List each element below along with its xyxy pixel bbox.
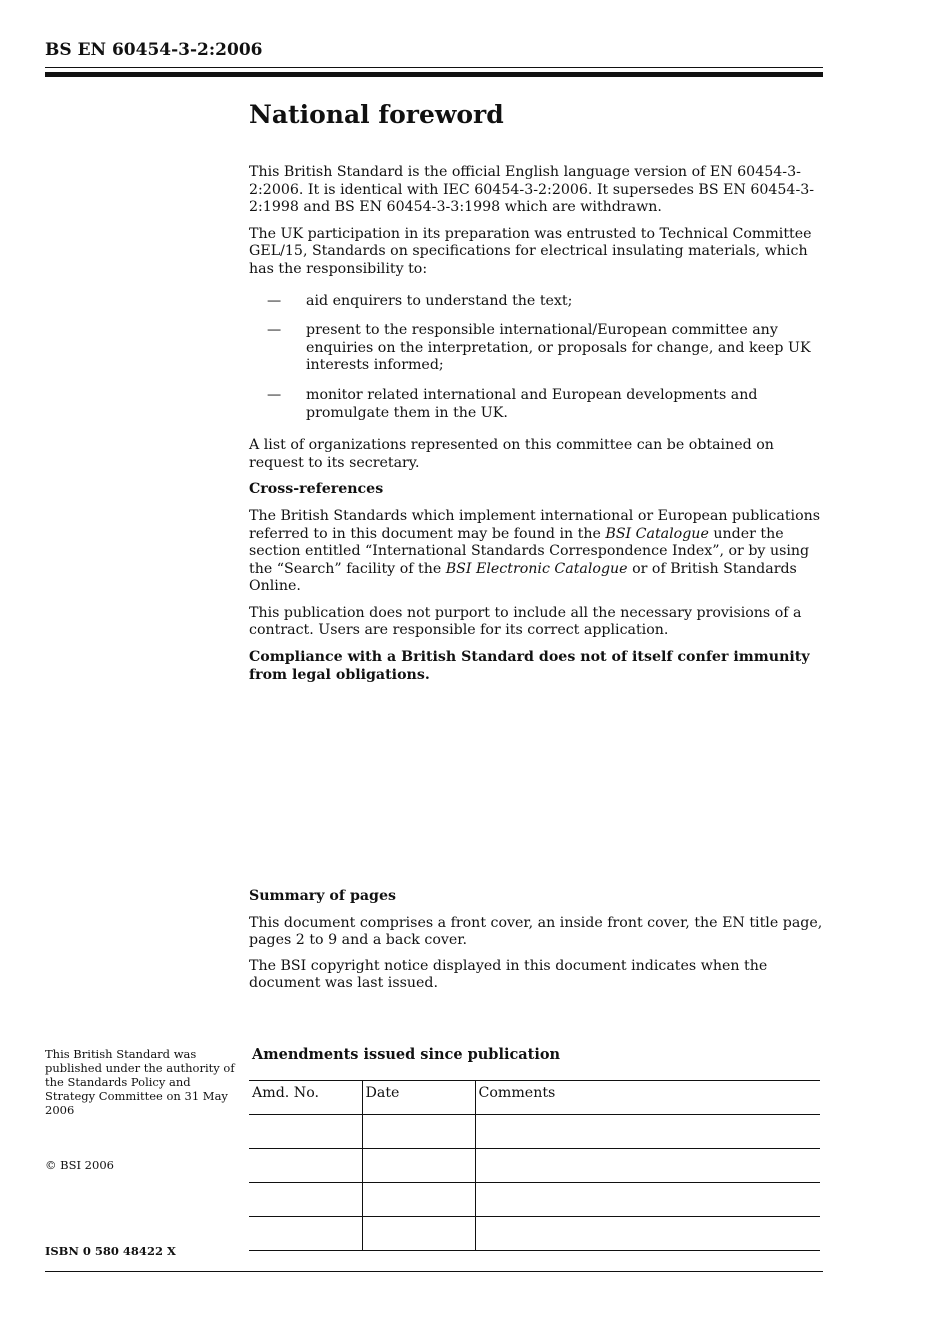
list-item: [249, 293, 829, 311]
bsi-catalogue-title: BSI Catalogue: [605, 525, 709, 542]
page-title: National foreword: [249, 100, 504, 129]
table-cell: [362, 1217, 475, 1251]
amendments-title: Amendments issued since publication: [252, 1046, 561, 1063]
table-cell: [475, 1217, 820, 1251]
responsibility-list: [249, 293, 829, 423]
list-item: [249, 387, 829, 422]
committee-list-note: A list of organizations represented on this committee can be obtained on request to its secretary.: [249, 437, 774, 471]
column-header-date: Date: [362, 1081, 475, 1115]
compliance-statement: Compliance with a British Standard does not of itself confer immunity from legal obligations.: [249, 649, 810, 683]
column-header-comments: Comments: [475, 1081, 820, 1115]
intro-paragraph-2: The UK participation in its preparation was entrusted to Technical Committee GEL/15, Standards on specifications for electrical insulating materials, which has the responsibility to:: [249, 225, 812, 277]
header-rule-thick: [45, 72, 823, 77]
table-cell: [249, 1149, 362, 1183]
list-item: [249, 322, 829, 375]
isbn: ISBN 0 580 48422 X: [45, 1244, 176, 1258]
intro-paragraph-1: This British Standard is the official English language version of EN 60454-3-2:2006. It is identical with IEC 60454-3-2:2006. It supersedes BS EN 60454-3-2:1998 and BS EN 60454-3-3:1998 which are withdrawn.: [249, 164, 815, 216]
cross-ref-text-a: The British Standards which implement international or European publications referred to in this document may be found in the: [249, 507, 821, 542]
document-id: BS EN 60454-3-2:2006: [45, 40, 263, 60]
amendments-table: [249, 1080, 820, 1251]
bsi-electronic-catalogue-title: BSI Electronic Catalogue: [445, 560, 628, 577]
header-rule-thin: [45, 67, 823, 68]
table-cell: [362, 1149, 475, 1183]
table-cell: [249, 1183, 362, 1217]
table-cell: [475, 1115, 820, 1149]
table-row: [249, 1149, 820, 1183]
summary-paragraph-2: The BSI copyright notice displayed in this document indicates when the document was last issued.: [249, 957, 768, 992]
table-cell: [362, 1183, 475, 1217]
publication-authority-note: This British Standard was published under the authority of the Standards Policy and Strategy Committee on 31 May 2006: [45, 1047, 235, 1117]
dash-marker: —: [267, 322, 282, 339]
copyright-notice: © BSI 2006: [45, 1158, 114, 1172]
table-cell: [475, 1149, 820, 1183]
contract-disclaimer: This publication does not purport to include all the necessary provisions of a contract. Users are responsible for its correct application.: [249, 604, 802, 639]
dash-marker: —: [267, 292, 282, 309]
table-cell: [249, 1115, 362, 1149]
table-header-row: [249, 1081, 820, 1115]
cross-references-paragraph: [249, 508, 829, 596]
table-cell: [249, 1217, 362, 1251]
cross-references-heading: Cross-references: [249, 481, 384, 498]
summary-of-pages: [249, 888, 829, 1001]
table-cell: [362, 1115, 475, 1149]
table-row: [249, 1217, 820, 1251]
list-item-text: aid enquirers to understand the text;: [306, 292, 573, 309]
table-cell: [475, 1183, 820, 1217]
footer-rule: [45, 1271, 823, 1272]
column-header-amd-no: Amd. No.: [249, 1081, 362, 1115]
summary-paragraph-1: This document comprises a front cover, an inside front cover, the EN title page, pages 2 to 9 and a back cover.: [249, 914, 823, 949]
dash-marker: —: [267, 386, 282, 403]
summary-heading: Summary of pages: [249, 888, 396, 904]
foreword-body: [249, 164, 829, 693]
table-row: [249, 1183, 820, 1217]
cross-ref-text-e: or of British Standards Online.: [249, 560, 797, 595]
cross-ref-text-c: under the section entitled “International Standards Correspondence Index”, or by using the “Search” facility of the: [249, 525, 810, 577]
list-item-text: monitor related international and European developments and promulgate them in the UK.: [306, 386, 758, 421]
list-item-text: present to the responsible international/European committee any enquiries on the interpretation, or proposals for change, and keep UK interests informed;: [306, 322, 811, 374]
table-row: [249, 1115, 820, 1149]
